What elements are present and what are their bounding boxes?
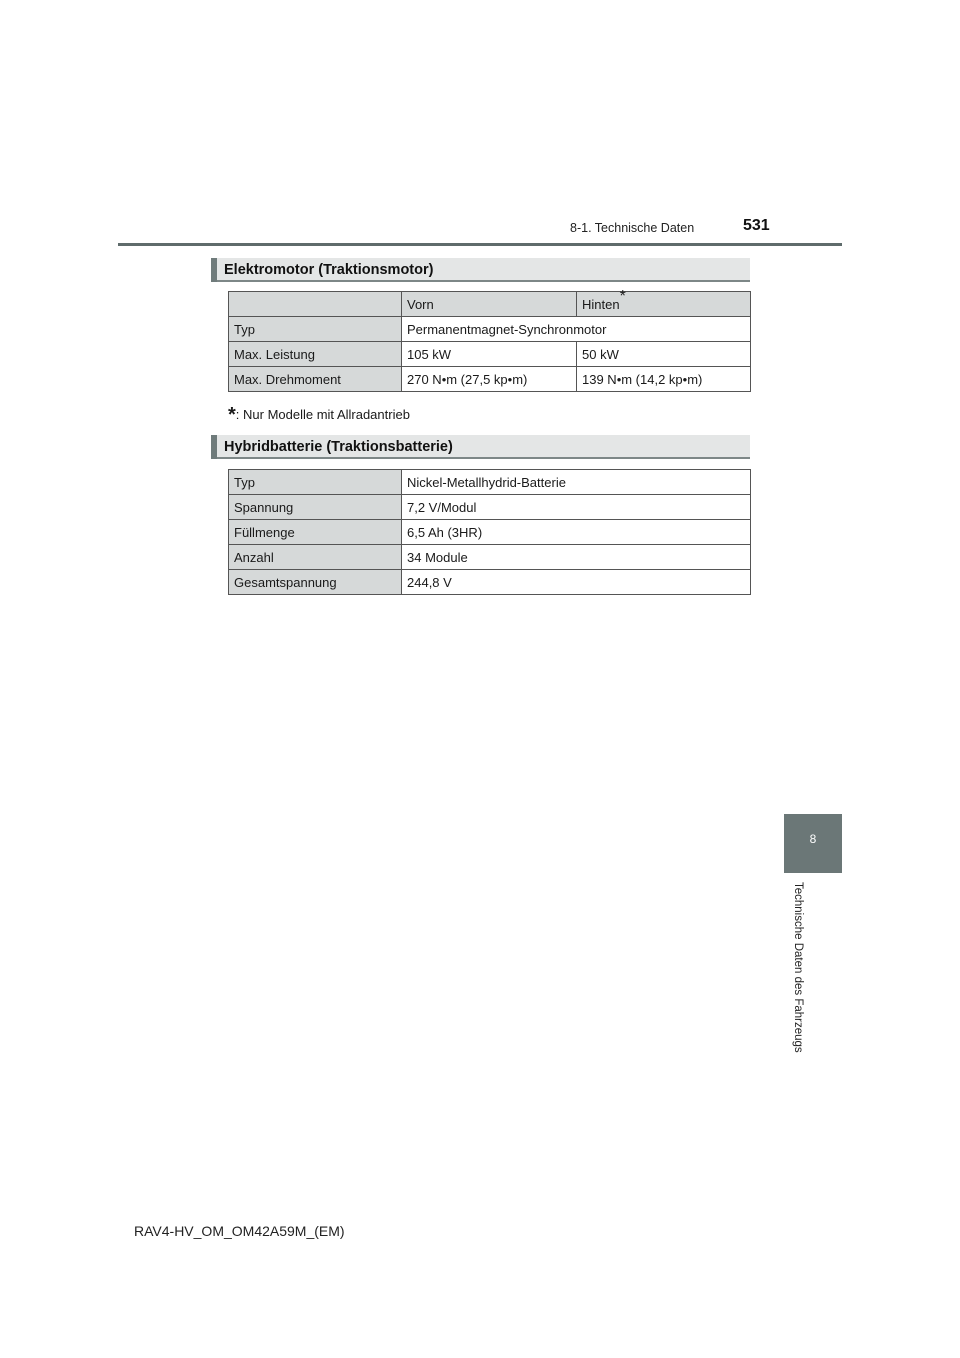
column-header-front: Vorn [402,292,577,317]
row-label: Typ [229,470,402,495]
battery-spec-table [228,469,751,595]
motor-spec-table [228,288,751,392]
table-row [229,470,751,495]
table-header-row [229,292,751,317]
row-value-rear: 50 kW [577,342,751,367]
row-label: Max. Leistung [229,342,402,367]
doc-code: RAV4-HV_OM_OM42A59M_(EM) [134,1223,345,1239]
row-value: 7,2 V/Modul [402,495,751,520]
table-row [229,342,751,367]
motor-section-title: Elektromotor (Traktionsmotor) [224,262,434,278]
row-value-rear: 139 N•m (14,2 kp•m) [577,367,751,392]
table-row [229,495,751,520]
table-row [229,367,751,392]
row-label: Max. Drehmoment [229,367,402,392]
row-value: 6,5 Ah (3HR) [402,520,751,545]
table-corner-cell [229,292,402,317]
row-label: Füllmenge [229,520,402,545]
chapter-tab[interactable] [784,814,842,873]
chapter-tab-label: Technische Daten des Fahrzeugs [792,882,804,1053]
table-row [229,520,751,545]
motor-section-bar [211,258,750,282]
row-value-front: 105 kW [402,342,577,367]
page-number: 531 [743,217,770,234]
chapter-tab-number: 8 [809,832,817,846]
table-row [229,317,751,342]
row-value: Permanentmagnet-Synchronmotor [402,317,751,342]
row-value: 34 Module [402,545,751,570]
footnote [228,404,410,427]
row-value: Nickel-Metallhydrid-Batterie [402,470,751,495]
column-header-rear: Hinten* [577,292,751,317]
row-label: Anzahl [229,545,402,570]
header-section: 8-1. Technische Daten [570,221,695,235]
row-value: 244,8 V [402,570,751,595]
battery-section-title: Hybridbatterie (Traktionsbatterie) [224,439,453,455]
table-row [229,545,751,570]
header-rule [118,243,842,246]
row-label: Typ [229,317,402,342]
footnote-star: * [228,404,236,426]
row-label: Gesamtspannung [229,570,402,595]
footnote-text: : Nur Modelle mit Allradantrieb [235,407,410,422]
row-label: Spannung [229,495,402,520]
battery-section-bar [211,435,750,459]
table-row [229,570,751,595]
row-value-front: 270 N•m (27,5 kp•m) [402,367,577,392]
footnote-marker: * [619,288,626,306]
